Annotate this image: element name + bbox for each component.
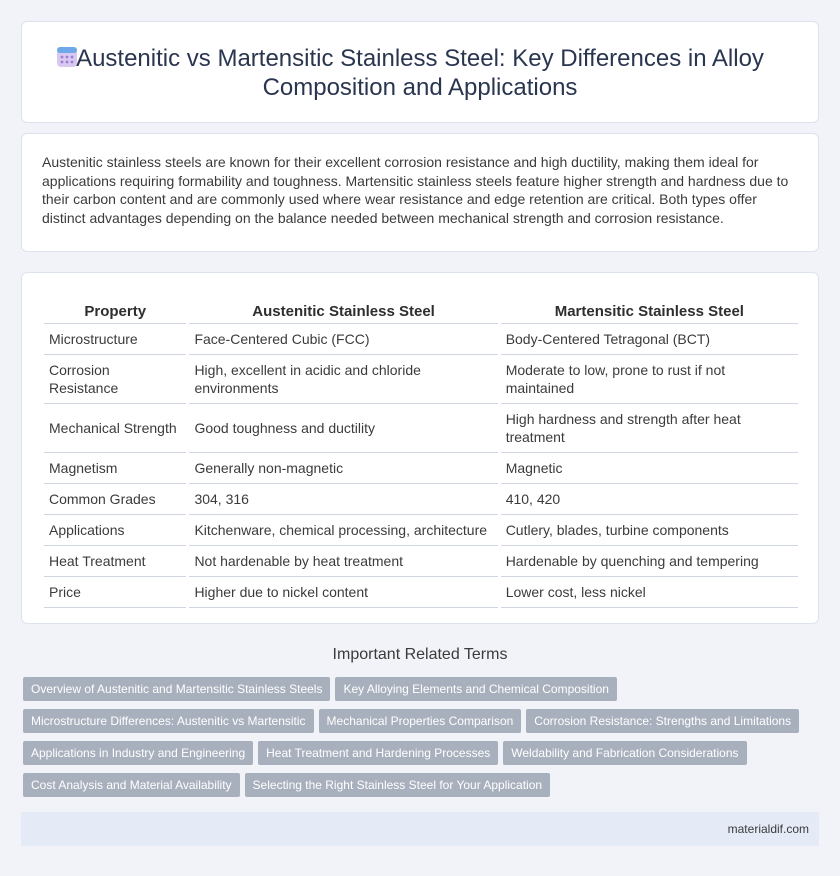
table-row — [44, 515, 798, 546]
related-terms-list — [23, 677, 823, 805]
austenitic-cell: 304, 316 — [188, 484, 499, 515]
table-row — [44, 577, 798, 608]
martensitic-cell: Moderate to low, prone to rust if not maintained — [499, 355, 798, 404]
comparison-table — [44, 295, 798, 608]
martensitic-cell: Hardenable by quenching and tempering — [499, 546, 798, 577]
title-card — [21, 21, 819, 123]
related-term-tag[interactable]: Mechanical Properties Comparison — [319, 709, 522, 733]
column-header-martensitic: Martensitic Stainless Steel — [499, 295, 798, 324]
property-cell: Heat Treatment — [44, 546, 188, 577]
footer-bar — [21, 812, 819, 846]
table-row — [44, 355, 798, 404]
related-term-tag[interactable]: Weldability and Fabrication Considerations — [503, 741, 746, 765]
austenitic-cell: Generally non-magnetic — [188, 453, 499, 484]
property-cell: Price — [44, 577, 188, 608]
related-term-tag[interactable]: Cost Analysis and Material Availability — [23, 773, 240, 797]
related-term-tag[interactable]: Applications in Industry and Engineering — [23, 741, 253, 765]
property-cell: Applications — [44, 515, 188, 546]
page-title: Austenitic vs Martensitic Stainless Steel: Key Differences in Alloy Composition and Applications — [76, 45, 764, 101]
column-header-austenitic: Austenitic Stainless Steel — [188, 295, 499, 324]
martensitic-cell: Magnetic — [499, 453, 798, 484]
martensitic-cell: High hardness and strength after heat treatment — [499, 404, 798, 453]
related-term-tag[interactable]: Overview of Austenitic and Martensitic Stainless Steels — [23, 677, 330, 701]
austenitic-cell: Face-Centered Cubic (FCC) — [188, 324, 499, 355]
table-row — [44, 324, 798, 355]
martensitic-cell: 410, 420 — [499, 484, 798, 515]
property-cell: Corrosion Resistance — [44, 355, 188, 404]
property-cell: Mechanical Strength — [44, 404, 188, 453]
table-header-row — [44, 295, 798, 324]
column-header-property: Property — [44, 295, 188, 324]
table-row — [44, 453, 798, 484]
property-cell: Microstructure — [44, 324, 188, 355]
austenitic-cell: Kitchenware, chemical processing, architecture — [188, 515, 499, 546]
related-term-tag[interactable]: Microstructure Differences: Austenitic vs Martensitic — [23, 709, 314, 733]
table-row — [44, 404, 798, 453]
comparison-table-card — [21, 272, 819, 624]
property-cell: Magnetism — [44, 453, 188, 484]
property-cell: Common Grades — [44, 484, 188, 515]
related-term-tag[interactable]: Heat Treatment and Hardening Processes — [258, 741, 498, 765]
table-row — [44, 484, 798, 515]
austenitic-cell: High, excellent in acidic and chloride environments — [188, 355, 499, 404]
tag-row — [23, 709, 823, 741]
related-terms-heading: Important Related Terms — [332, 646, 508, 663]
martensitic-cell: Cutlery, blades, turbine components — [499, 515, 798, 546]
austenitic-cell: Not hardenable by heat treatment — [188, 546, 499, 577]
intro-card — [21, 133, 819, 252]
martensitic-cell: Lower cost, less nickel — [499, 577, 798, 608]
related-term-tag[interactable]: Corrosion Resistance: Strengths and Limitations — [526, 709, 799, 733]
austenitic-cell: Good toughness and ductility — [188, 404, 499, 453]
site-name[interactable]: materialdif.com — [727, 822, 809, 836]
martensitic-cell: Body-Centered Tetragonal (BCT) — [499, 324, 798, 355]
tag-row — [23, 741, 823, 773]
table-row — [44, 546, 798, 577]
related-term-tag[interactable]: Selecting the Right Stainless Steel for Your Application — [245, 773, 551, 797]
related-term-tag[interactable]: Key Alloying Elements and Chemical Composition — [335, 677, 616, 701]
intro-paragraph: Austenitic stainless steels are known for their excellent corrosion resistance and high ductility, making them ideal for applications requiring formability and toughness. Martensitic stainless steels feature higher strength and hardness due to their carbon content and are commonly used where wear resistance and edge retention are critical. Both types offer distinct advantages depending on the balance needed between mechanical strength and corrosion resistance. — [42, 154, 789, 226]
tag-row — [23, 773, 823, 805]
tag-row — [23, 677, 823, 709]
austenitic-cell: Higher due to nickel content — [188, 577, 499, 608]
